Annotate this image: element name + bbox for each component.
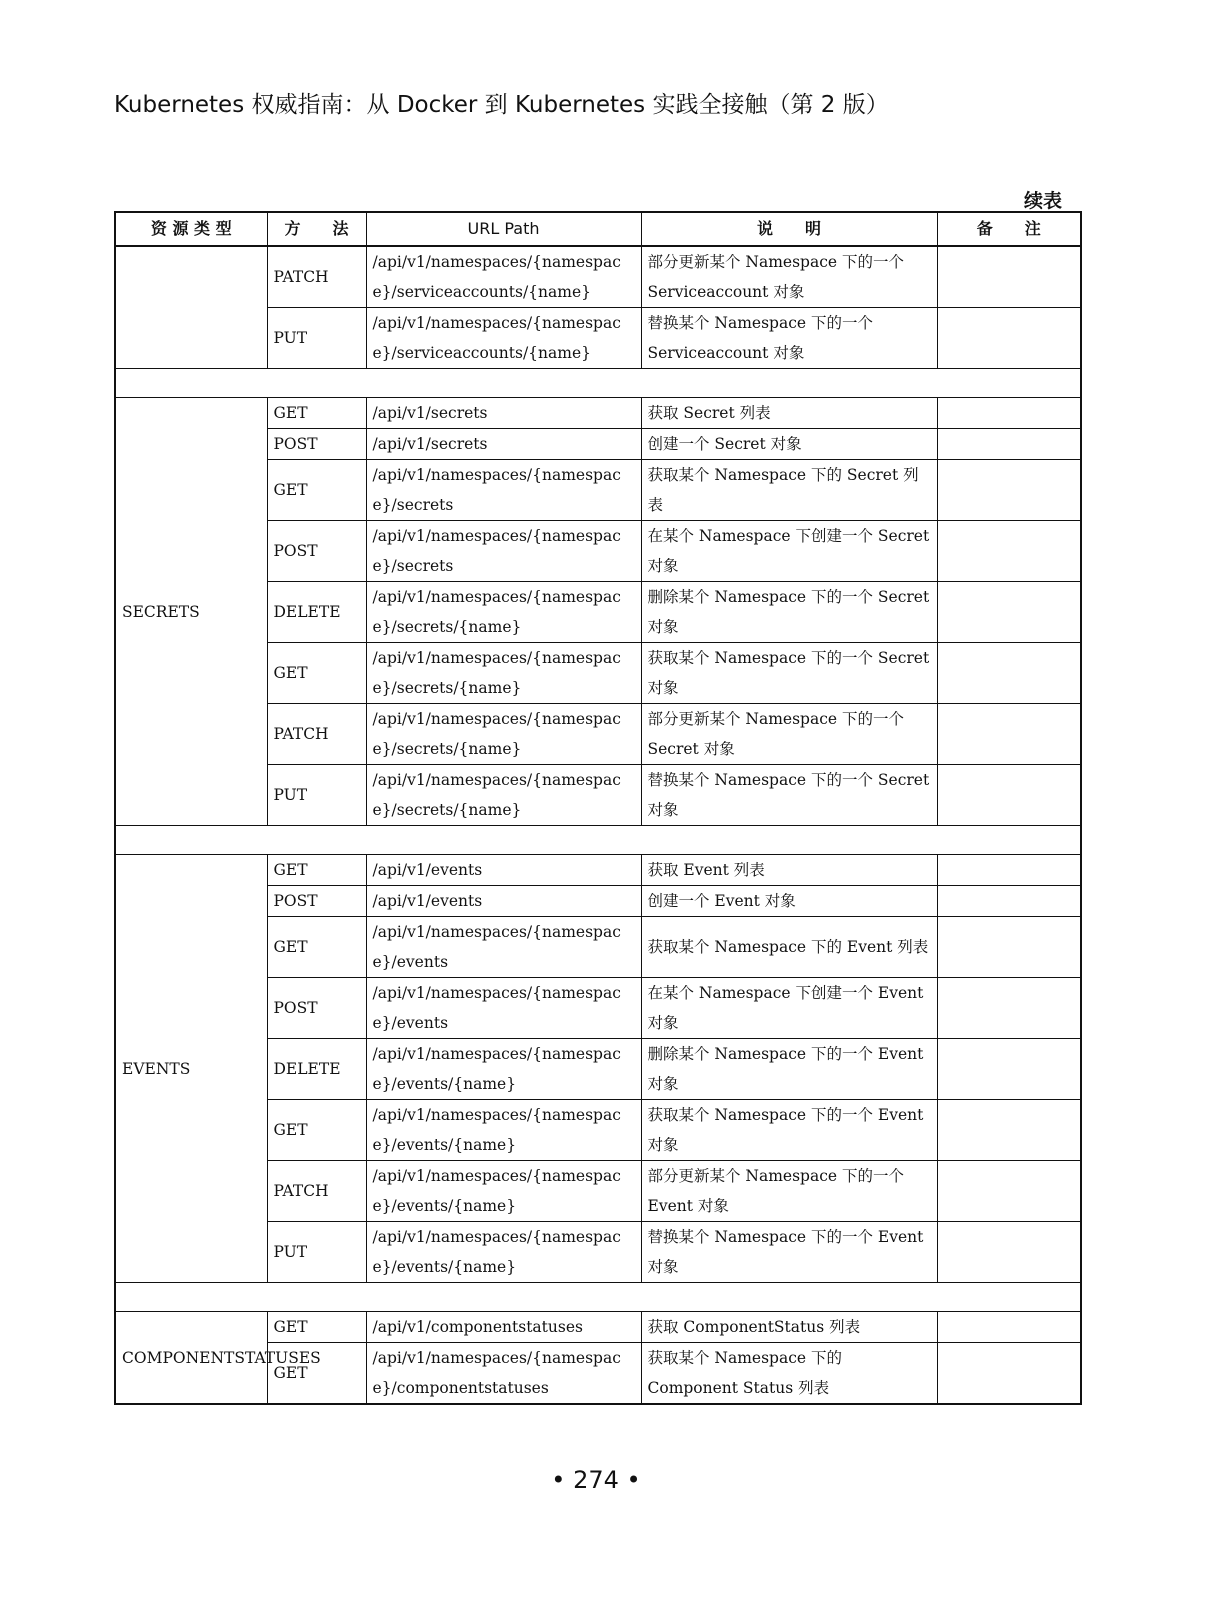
method-cell: PATCH xyxy=(267,1161,366,1222)
url-path-cell: /api/v1/namespaces/{namespace}/componentstatuses xyxy=(366,1343,641,1405)
notes-cell xyxy=(937,643,1081,704)
notes-cell xyxy=(937,1039,1081,1100)
method-cell: POST xyxy=(267,978,366,1039)
resource-type-cell: COMPONENTSTATUSES xyxy=(115,1312,267,1405)
table-row xyxy=(115,246,1081,308)
description-cell: 在某个 Namespace 下创建一个 Secret 对象 xyxy=(641,521,937,582)
description-cell: 部分更新某个 Namespace 下的一个 Secret 对象 xyxy=(641,704,937,765)
group-separator-row xyxy=(115,826,1081,855)
description-cell: 获取 ComponentStatus 列表 xyxy=(641,1312,937,1343)
notes-cell xyxy=(937,1222,1081,1283)
group-separator-row xyxy=(115,1283,1081,1312)
notes-cell xyxy=(937,398,1081,429)
notes-cell xyxy=(937,246,1081,308)
method-cell: PUT xyxy=(267,765,366,826)
url-path-cell: /api/v1/namespaces/{namespace}/events/{name} xyxy=(366,1161,641,1222)
description-cell: 创建一个 Secret 对象 xyxy=(641,429,937,460)
url-path-cell: /api/v1/secrets xyxy=(366,429,641,460)
table-row xyxy=(115,855,1081,886)
description-cell: 部分更新某个 Namespace 下的一个 Serviceaccount 对象 xyxy=(641,246,937,308)
notes-cell xyxy=(937,855,1081,886)
notes-cell xyxy=(937,429,1081,460)
url-path-cell: /api/v1/namespaces/{namespace}/events/{name} xyxy=(366,1100,641,1161)
description-cell: 创建一个 Event 对象 xyxy=(641,886,937,917)
description-cell: 获取某个 Namespace 下的一个 Event 对象 xyxy=(641,1100,937,1161)
method-cell: POST xyxy=(267,886,366,917)
description-cell: 获取某个 Namespace 下的 Secret 列表 xyxy=(641,460,937,521)
method-cell: DELETE xyxy=(267,1039,366,1100)
method-cell: PUT xyxy=(267,1222,366,1283)
group-separator-row xyxy=(115,369,1081,398)
description-cell: 部分更新某个 Namespace 下的一个 Event 对象 xyxy=(641,1161,937,1222)
description-cell: 获取某个 Namespace 下的一个 Secret 对象 xyxy=(641,643,937,704)
notes-cell xyxy=(937,886,1081,917)
notes-cell xyxy=(937,917,1081,978)
url-path-cell: /api/v1/namespaces/{namespace}/secrets/{name} xyxy=(366,643,641,704)
resource-type-cell: EVENTS xyxy=(115,855,267,1283)
url-path-cell: /api/v1/componentstatuses xyxy=(366,1312,641,1343)
resource-type-cell: SECRETS xyxy=(115,398,267,826)
description-cell: 替换某个 Namespace 下的一个 Event 对象 xyxy=(641,1222,937,1283)
separator-cell xyxy=(115,369,1081,398)
url-path-cell: /api/v1/events xyxy=(366,855,641,886)
description-cell: 替换某个 Namespace 下的一个 Serviceaccount 对象 xyxy=(641,308,937,369)
method-cell: GET xyxy=(267,460,366,521)
url-path-cell: /api/v1/events xyxy=(366,886,641,917)
notes-cell xyxy=(937,521,1081,582)
method-cell: PUT xyxy=(267,308,366,369)
notes-cell xyxy=(937,765,1081,826)
url-path-cell: /api/v1/namespaces/{namespace}/events xyxy=(366,917,641,978)
method-cell: GET xyxy=(267,643,366,704)
description-cell: 替换某个 Namespace 下的一个 Secret 对象 xyxy=(641,765,937,826)
url-path-cell: /api/v1/namespaces/{namespace}/secrets xyxy=(366,521,641,582)
table-body xyxy=(115,246,1081,1404)
description-cell: 获取某个 Namespace 下的 Component Status 列表 xyxy=(641,1343,937,1405)
notes-cell xyxy=(937,1100,1081,1161)
notes-cell xyxy=(937,460,1081,521)
notes-cell xyxy=(937,1161,1081,1222)
api-table xyxy=(114,211,1082,1405)
column-header-description: 说 明 xyxy=(641,212,937,246)
table-row xyxy=(115,1312,1081,1343)
url-path-cell: /api/v1/namespaces/{namespace}/secrets/{name} xyxy=(366,582,641,643)
table-header-row xyxy=(115,212,1081,246)
continued-label: 续表 xyxy=(1023,190,1062,212)
url-path-cell: /api/v1/namespaces/{namespace}/secrets/{name} xyxy=(366,704,641,765)
method-cell: PATCH xyxy=(267,704,366,765)
method-cell: GET xyxy=(267,855,366,886)
description-cell: 删除某个 Namespace 下的一个 Secret 对象 xyxy=(641,582,937,643)
url-path-cell: /api/v1/namespaces/{namespace}/secrets xyxy=(366,460,641,521)
method-cell: PATCH xyxy=(267,246,366,308)
column-header-url-path: URL Path xyxy=(366,212,641,246)
method-cell: GET xyxy=(267,1312,366,1343)
description-cell: 删除某个 Namespace 下的一个 Event 对象 xyxy=(641,1039,937,1100)
url-path-cell: /api/v1/namespaces/{namespace}/events xyxy=(366,978,641,1039)
resource-type-cell xyxy=(115,246,267,369)
method-cell: GET xyxy=(267,917,366,978)
table-row xyxy=(115,398,1081,429)
url-path-cell: /api/v1/namespaces/{namespace}/events/{name} xyxy=(366,1222,641,1283)
column-header-notes: 备 注 xyxy=(937,212,1081,246)
url-path-cell: /api/v1/namespaces/{namespace}/serviceaccounts/{name} xyxy=(366,246,641,308)
url-path-cell: /api/v1/namespaces/{namespace}/secrets/{name} xyxy=(366,765,641,826)
url-path-cell: /api/v1/namespaces/{namespace}/events/{name} xyxy=(366,1039,641,1100)
notes-cell xyxy=(937,582,1081,643)
notes-cell xyxy=(937,308,1081,369)
separator-cell xyxy=(115,1283,1081,1312)
column-header-resource-type: 资 源 类 型 xyxy=(115,212,267,246)
running-header: Kubernetes 权威指南：从 Docker 到 Kubernetes 实践全接触（第 2 版） xyxy=(114,92,889,118)
notes-cell xyxy=(937,1343,1081,1405)
method-cell: GET xyxy=(267,1343,366,1405)
url-path-cell: /api/v1/namespaces/{namespace}/serviceaccounts/{name} xyxy=(366,308,641,369)
column-header-method: 方 法 xyxy=(267,212,366,246)
method-cell: GET xyxy=(267,398,366,429)
method-cell: GET xyxy=(267,1100,366,1161)
description-cell: 获取 Event 列表 xyxy=(641,855,937,886)
notes-cell xyxy=(937,978,1081,1039)
notes-cell xyxy=(937,704,1081,765)
method-cell: DELETE xyxy=(267,582,366,643)
method-cell: POST xyxy=(267,429,366,460)
page-number: • 274 • xyxy=(551,1466,641,1494)
method-cell: POST xyxy=(267,521,366,582)
url-path-cell: /api/v1/secrets xyxy=(366,398,641,429)
notes-cell xyxy=(937,1312,1081,1343)
description-cell: 在某个 Namespace 下创建一个 Event 对象 xyxy=(641,978,937,1039)
separator-cell xyxy=(115,826,1081,855)
description-cell: 获取 Secret 列表 xyxy=(641,398,937,429)
description-cell: 获取某个 Namespace 下的 Event 列表 xyxy=(641,917,937,978)
